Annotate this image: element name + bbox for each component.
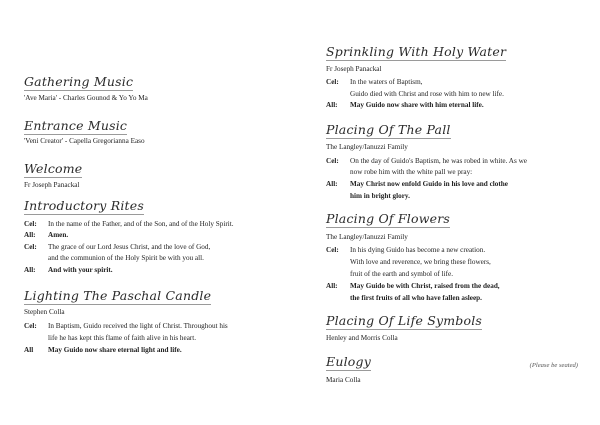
speaker-label: All (24, 346, 34, 354)
speaker-label: All: (326, 101, 338, 109)
speaker-label: Cel: (326, 246, 339, 254)
reader-name: The Langley/Ianuzzi Family (326, 143, 408, 151)
rite-line: In the waters of Baptism, (350, 78, 423, 86)
rite-line: Guido died with Christ and rose with him to new life. (350, 90, 504, 98)
welcome-text: Fr Joseph Panackal (24, 181, 80, 189)
speaker-label: Cel: (24, 322, 37, 330)
rite-line: In the name of the Father, and of the Son, and of the Holy Spirit. (48, 220, 234, 228)
heading-welcome: Welcome (24, 161, 83, 176)
speaker-label: All: (24, 266, 36, 274)
response-line: May Christ now enfold Guido in his love and clothe (350, 180, 508, 188)
rite-line: fruit of the earth and symbol of life. (350, 270, 453, 278)
reader-name: Henley and Morris Colla (326, 334, 398, 342)
rite-line: The grace of our Lord Jesus Christ, and the love of God, (48, 243, 211, 251)
response-line: May Guido now share eternal light and life. (48, 346, 182, 354)
speaker-label: Cel: (24, 220, 37, 228)
heading-gathering-music: Gathering Music (24, 74, 134, 89)
heading-placing-pall: Placing Of The Pall (326, 122, 451, 137)
heading-placing-flowers: Placing Of Flowers (326, 211, 451, 226)
speaker-label: All: (24, 231, 36, 239)
speaker-label: Cel: (326, 157, 339, 165)
response-line: him in bright glory. (350, 192, 410, 200)
response-line: the first fruits of all who have fallen asleep. (350, 294, 482, 302)
response-line: May Guido be with Christ, raised from the dead, (350, 282, 500, 290)
rite-line: now robe him with the white pall we pray: (350, 168, 473, 176)
rite-line: In his dying Guido has become a new creation. (350, 246, 486, 254)
rite-line: In Baptism, Guido received the light of Christ. Throughout his (48, 322, 228, 330)
rite-line: On the day of Guido's Baptism, he was robed in white. As we (350, 157, 527, 165)
response-line: Amen. (48, 231, 69, 239)
reader-name: Stephen Colla (24, 308, 65, 316)
rite-line: life he has kept this flame of faith alive in his heart. (48, 334, 197, 342)
heading-entrance-music: Entrance Music (24, 118, 128, 133)
heading-sprinkling: Sprinkling With Holy Water (326, 44, 507, 59)
heading-paschal-candle: Lighting The Paschal Candle (24, 288, 212, 303)
rite-line: With love and reverence, we bring these flowers, (350, 258, 491, 266)
reader-name: Maria Colla (326, 376, 361, 384)
speaker-label: Cel: (326, 78, 339, 86)
heading-life-symbols: Placing Of Life Symbols (326, 313, 483, 328)
reader-name: The Langley/Ianuzzi Family (326, 233, 408, 241)
speaker-label: Cel: (24, 243, 37, 251)
seating-note: (Please be seated) (529, 362, 578, 369)
speaker-label: All: (326, 282, 338, 290)
gathering-music-text: 'Ave Maria' - Charles Gounod & Yo Yo Ma (24, 94, 148, 102)
reader-name: Fr Joseph Panackal (326, 65, 382, 73)
heading-eulogy: Eulogy (326, 354, 371, 369)
heading-introductory-rites: Introductory Rites (24, 198, 144, 213)
rite-line: and the communion of the Holy Spirit be with you all. (48, 254, 204, 262)
entrance-music-text: 'Veni Creator' - Capella Gregorianna Easo (24, 137, 145, 145)
response-line: And with your spirit. (48, 266, 113, 274)
response-line: May Guido now share with him eternal life. (350, 101, 484, 109)
speaker-label: All: (326, 180, 338, 188)
